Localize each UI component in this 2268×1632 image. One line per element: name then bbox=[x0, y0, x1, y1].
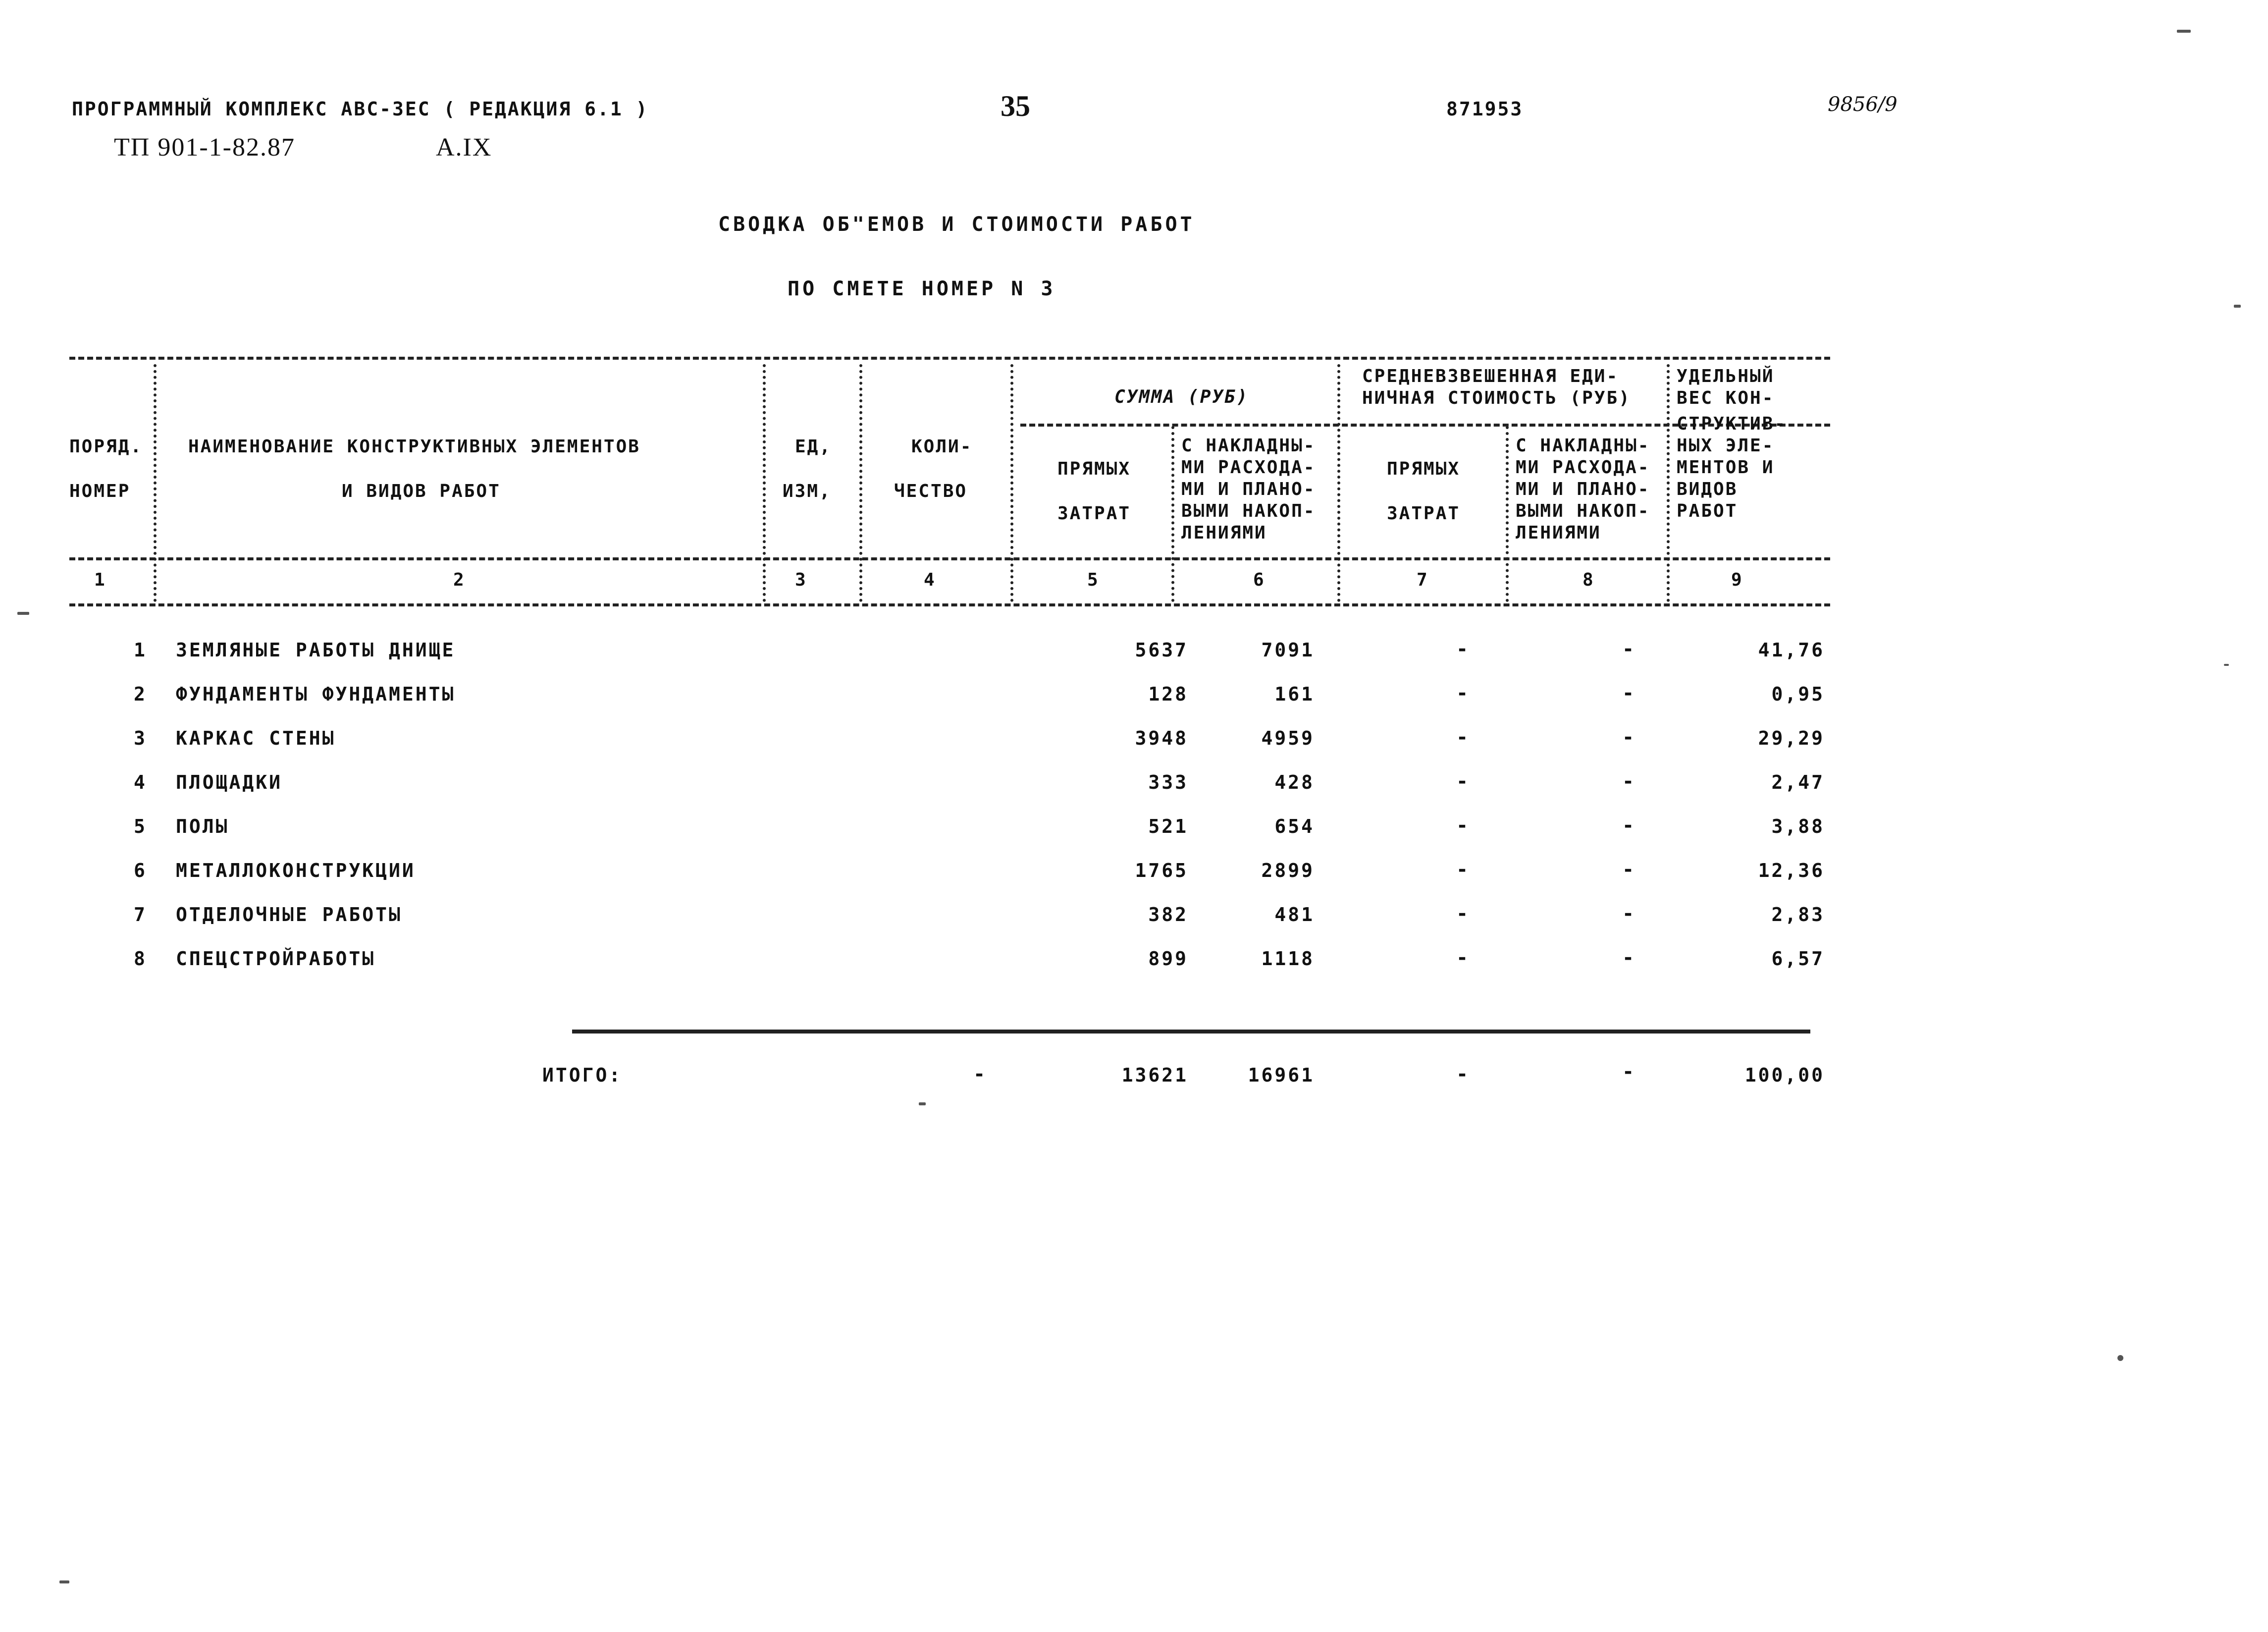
header-quantity-2: ЧЕСТВО bbox=[894, 481, 968, 501]
header-bottom-rule bbox=[69, 557, 1830, 560]
row-name: ЗЕМЛЯНЫЕ РАБОТЫ ДНИЩЕ bbox=[176, 639, 456, 661]
header-sum-group: СУММА (РУБ) bbox=[1114, 387, 1249, 407]
header-order-number-1: ПОРЯД. bbox=[69, 436, 143, 457]
total-label: ИТОГО: bbox=[542, 1064, 623, 1086]
row-number: 4 bbox=[134, 771, 147, 793]
header-share-3: СТРУКТИВ- bbox=[1677, 414, 1787, 434]
row-avg-overhead: - bbox=[1622, 638, 1635, 660]
row-avg-overhead: - bbox=[1622, 814, 1635, 837]
header-avg-overhead-4: ВЫМИ НАКОП- bbox=[1516, 501, 1650, 521]
estimate-number: ПО СМЕТЕ НОМЕР N 3 bbox=[788, 277, 1056, 300]
row-share: 29,29 bbox=[1758, 727, 1825, 749]
row-avg-overhead: - bbox=[1622, 858, 1635, 881]
colnum-bottom-rule bbox=[69, 603, 1830, 606]
col-divider-2 bbox=[763, 364, 766, 602]
header-overhead-1: С НАКЛАДНЫ- bbox=[1181, 435, 1316, 456]
header-avg-overhead-5: ЛЕНИЯМИ bbox=[1516, 523, 1601, 543]
header-overhead-2: МИ РАСХОДА- bbox=[1181, 457, 1316, 478]
row-avg-overhead: - bbox=[1622, 770, 1635, 793]
row-direct: 5637 bbox=[1135, 639, 1188, 661]
header-share-4: НЫХ ЭЛЕ- bbox=[1677, 435, 1775, 456]
col-number-9: 9 bbox=[1731, 570, 1742, 590]
row-direct: 382 bbox=[1148, 904, 1188, 925]
col-number-3: 3 bbox=[795, 570, 806, 590]
row-number: 7 bbox=[134, 904, 147, 925]
col-divider-3 bbox=[859, 364, 862, 602]
row-share: 2,83 bbox=[1771, 904, 1825, 925]
header-avg-overhead-3: МИ И ПЛАНО- bbox=[1516, 479, 1650, 499]
scan-speck bbox=[2117, 1355, 2123, 1361]
row-name: СПЕЦСТРОЙРАБОТЫ bbox=[176, 948, 376, 970]
row-name: МЕТАЛЛОКОНСТРУКЦИИ bbox=[176, 860, 416, 881]
row-overhead: 654 bbox=[1274, 816, 1315, 837]
header-share-6: ВИДОВ bbox=[1677, 479, 1738, 499]
row-share: 0,95 bbox=[1771, 683, 1825, 705]
col-number-1: 1 bbox=[94, 570, 105, 590]
header-avg-direct-1: ПРЯМЫХ bbox=[1387, 459, 1461, 479]
col-divider-7 bbox=[1506, 426, 1509, 602]
row-avg-direct: - bbox=[1456, 946, 1469, 969]
row-avg-direct: - bbox=[1456, 814, 1469, 837]
table-top-rule bbox=[69, 357, 1830, 360]
row-avg-direct: - bbox=[1456, 770, 1469, 793]
header-avg-direct-2: ЗАТРАТ bbox=[1387, 503, 1461, 524]
album-number: А.IX bbox=[436, 133, 492, 162]
header-avg-group-1: СРЕДНЕВЗВЕШЕННАЯ ЕДИ- bbox=[1362, 366, 1619, 386]
row-share: 41,76 bbox=[1758, 639, 1825, 661]
header-avg-group-2: НИЧНАЯ СТОИМОСТЬ (РУБ) bbox=[1362, 388, 1631, 408]
row-direct: 3948 bbox=[1135, 727, 1188, 749]
row-avg-direct: - bbox=[1456, 682, 1469, 705]
row-direct: 521 bbox=[1148, 816, 1188, 837]
header-avg-overhead-2: МИ РАСХОДА- bbox=[1516, 457, 1650, 478]
header-direct-1: ПРЯМЫХ bbox=[1057, 459, 1131, 479]
row-avg-overhead: - bbox=[1622, 726, 1635, 749]
total-avg-direct: - bbox=[1456, 1063, 1469, 1086]
scan-speck bbox=[17, 612, 29, 615]
header-share-1: УДЕЛЬНЫЙ bbox=[1677, 366, 1775, 386]
total-direct: 13621 bbox=[1121, 1064, 1188, 1086]
header-overhead-4: ВЫМИ НАКОП- bbox=[1181, 501, 1316, 521]
row-number: 5 bbox=[134, 816, 147, 837]
archive-number: 9856/9 bbox=[1828, 93, 1898, 116]
row-avg-overhead: - bbox=[1622, 902, 1635, 925]
row-direct: 128 bbox=[1148, 683, 1188, 705]
total-rule bbox=[572, 1030, 1810, 1034]
total-share: 100,00 bbox=[1744, 1064, 1825, 1086]
row-avg-direct: - bbox=[1456, 902, 1469, 925]
row-name: ОТДЕЛОЧНЫЕ РАБОТЫ bbox=[176, 904, 402, 925]
header-quantity-1: КОЛИ- bbox=[911, 436, 973, 457]
row-avg-direct: - bbox=[1456, 858, 1469, 881]
scan-speck bbox=[919, 1102, 926, 1105]
total-quantity: - bbox=[973, 1063, 986, 1086]
row-share: 6,57 bbox=[1771, 948, 1825, 970]
row-number: 8 bbox=[134, 948, 147, 970]
row-avg-direct: - bbox=[1456, 638, 1469, 660]
header-overhead-5: ЛЕНИЯМИ bbox=[1181, 523, 1267, 543]
row-name: ПЛОЩАДКИ bbox=[176, 771, 283, 793]
col-number-6: 6 bbox=[1253, 570, 1264, 590]
header-name-1: НАИМЕНОВАНИЕ КОНСТРУКТИВНЫХ ЭЛЕМЕНТОВ bbox=[188, 436, 640, 457]
header-share-7: РАБОТ bbox=[1677, 501, 1738, 521]
scan-speck bbox=[2234, 305, 2241, 308]
header-unit-2: ИЗМ, bbox=[783, 481, 832, 501]
header-avg-overhead-1: С НАКЛАДНЫ- bbox=[1516, 435, 1650, 456]
col-number-5: 5 bbox=[1087, 570, 1098, 590]
total-avg-overhead: - bbox=[1622, 1060, 1635, 1083]
row-direct: 899 bbox=[1148, 948, 1188, 970]
col-divider-6 bbox=[1337, 364, 1340, 602]
header-overhead-3: МИ И ПЛАНО- bbox=[1181, 479, 1316, 499]
document-title: СВОДКА ОБ"ЕМОВ И СТОИМОСТИ РАБОТ bbox=[718, 213, 1195, 236]
row-direct: 1765 bbox=[1135, 860, 1188, 881]
row-name: ПОЛЫ bbox=[176, 816, 229, 837]
row-overhead: 161 bbox=[1274, 683, 1315, 705]
row-name: ФУНДАМЕНТЫ ФУНДАМЕНТЫ bbox=[176, 683, 456, 705]
scan-speck bbox=[59, 1580, 69, 1583]
row-share: 2,47 bbox=[1771, 771, 1825, 793]
header-share-5: МЕНТОВ И bbox=[1677, 457, 1775, 478]
header-share-2: ВЕС КОН- bbox=[1677, 388, 1775, 408]
row-number: 1 bbox=[134, 639, 147, 661]
row-number: 3 bbox=[134, 727, 147, 749]
scan-speck bbox=[2224, 664, 2229, 666]
row-share: 12,36 bbox=[1758, 860, 1825, 881]
project-code: ТП 901-1-82.87 bbox=[114, 133, 295, 162]
col-number-4: 4 bbox=[924, 570, 935, 590]
row-number: 2 bbox=[134, 683, 147, 705]
program-header: ПРОГРАММНЫЙ КОМПЛЕКС АВС-3ЕС ( РЕДАКЦИЯ 6.1 ) bbox=[72, 98, 649, 120]
row-name: КАРКАС СТЕНЫ bbox=[176, 727, 336, 749]
col-number-8: 8 bbox=[1582, 570, 1593, 590]
header-order-number-2: НОМЕР bbox=[69, 481, 131, 501]
col-number-2: 2 bbox=[453, 570, 464, 590]
row-avg-overhead: - bbox=[1622, 682, 1635, 705]
document-code: 871953 bbox=[1446, 98, 1524, 120]
header-name-2: И ВИДОВ РАБОТ bbox=[342, 481, 501, 501]
page-number: 35 bbox=[1001, 90, 1030, 122]
row-overhead: 4959 bbox=[1261, 727, 1315, 749]
header-unit-1: ЕД, bbox=[795, 436, 832, 457]
row-avg-direct: - bbox=[1456, 726, 1469, 749]
row-avg-overhead: - bbox=[1622, 946, 1635, 969]
total-overhead: 16961 bbox=[1248, 1064, 1315, 1086]
row-overhead: 428 bbox=[1274, 771, 1315, 793]
row-direct: 333 bbox=[1148, 771, 1188, 793]
row-overhead: 481 bbox=[1274, 904, 1315, 925]
row-overhead: 1118 bbox=[1261, 948, 1315, 970]
col-divider-4 bbox=[1010, 364, 1013, 602]
col-divider-5 bbox=[1171, 426, 1174, 602]
row-number: 6 bbox=[134, 860, 147, 881]
header-direct-2: ЗАТРАТ bbox=[1057, 503, 1131, 524]
row-overhead: 7091 bbox=[1261, 639, 1315, 661]
col-number-7: 7 bbox=[1417, 570, 1427, 590]
col-divider-8 bbox=[1667, 364, 1670, 602]
scan-speck bbox=[2177, 30, 2191, 33]
col-divider-1 bbox=[154, 364, 157, 602]
row-overhead: 2899 bbox=[1261, 860, 1315, 881]
row-share: 3,88 bbox=[1771, 816, 1825, 837]
